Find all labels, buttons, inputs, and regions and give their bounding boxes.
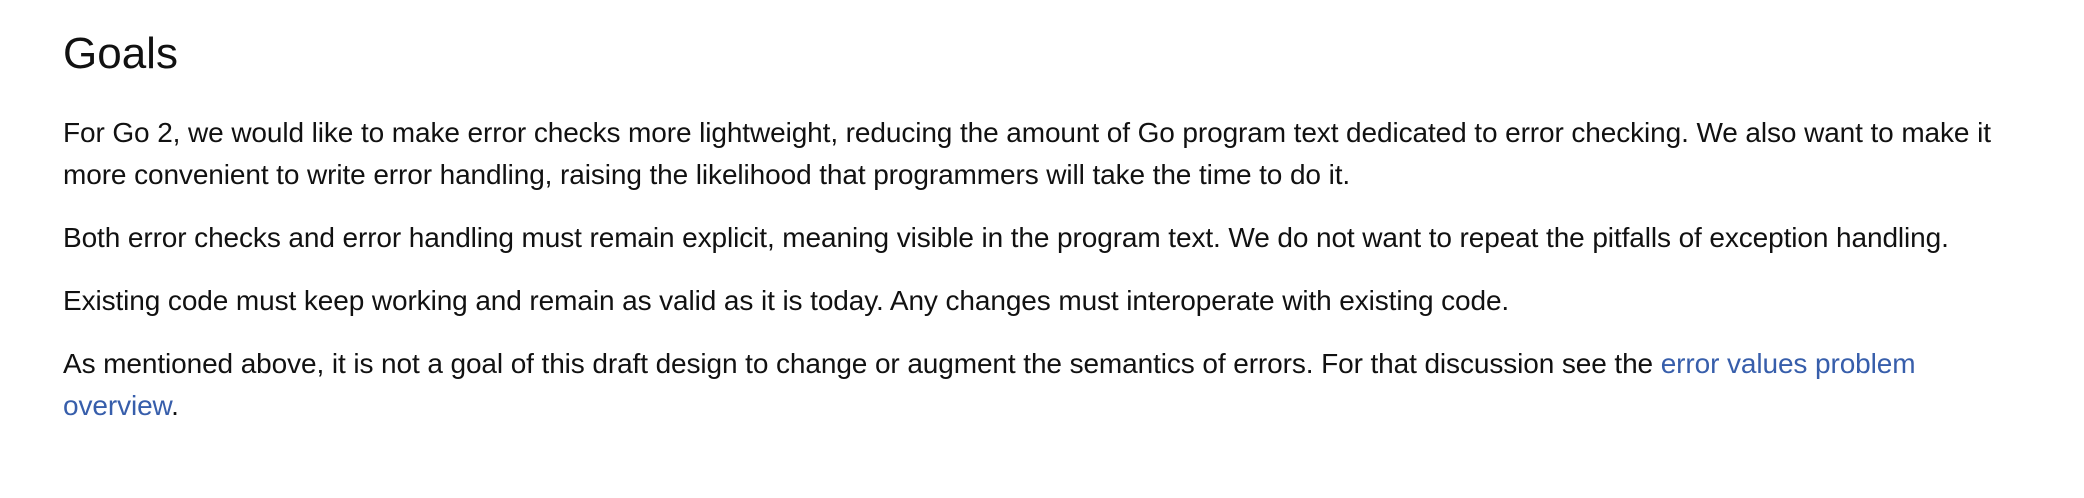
paragraph-compatibility: Existing code must keep working and remain as valid as it is today. Any changes must interoperate with existing code. [63, 285, 1510, 316]
section-body [63, 112, 2038, 448]
paragraph-lightweight-checks: For Go 2, we would like to make error checks more lightweight, reducing the amount of Go program text dedicated to error checking. We also want to make it more convenient to write error handling, raising the likelihood that programmers will take the time to do it. [63, 117, 1991, 190]
error-values-overview-link[interactable]: error values problem overview [63, 348, 1916, 421]
paragraph-non-goal-period: . [171, 390, 179, 421]
paragraph-explicit-handling: Both error checks and error handling must remain explicit, meaning visible in the program text. We do not want to repeat the pitfalls of exception handling. [63, 222, 1949, 253]
section-heading: Goals [63, 29, 178, 78]
paragraph-non-goal [63, 343, 2038, 427]
paragraph-non-goal-text: As mentioned above, it is not a goal of this draft design to change or augment the semantics of errors. For that discussion see the [63, 348, 1661, 379]
